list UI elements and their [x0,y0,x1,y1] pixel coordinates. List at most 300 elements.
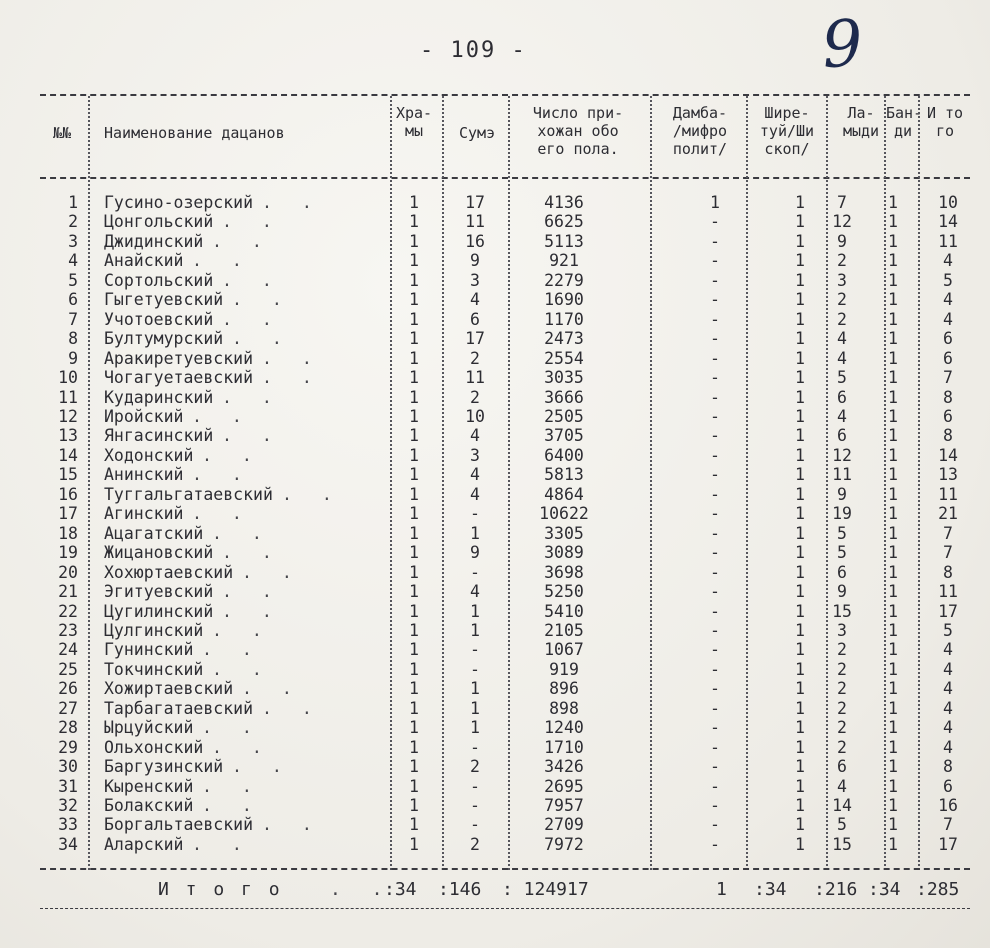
damba-count: - [710,212,720,232]
parishioners-count: 5813 [544,465,584,485]
row-number: 24 [58,640,78,660]
leader-dots: . . [212,523,272,543]
datsan-name: Джидинский [104,231,204,251]
row-number: 32 [58,795,78,815]
lamas-count: 9 [837,582,847,601]
row-number: 1 [68,193,78,212]
parishioners-count: 896 [549,679,579,699]
row-total: 5 [943,270,953,290]
row-number: 13 [58,426,78,446]
row-number: 25 [58,659,78,679]
table-row [40,504,970,524]
temples-count: 1 [409,193,419,212]
row-total: 7 [943,523,953,543]
damba-count: - [710,445,720,465]
shiretuy-count: 1 [795,523,805,543]
table-row [40,232,970,252]
sume-count: - [470,776,480,796]
temples-count: 1 [409,659,419,679]
damba-count: - [710,523,720,543]
row-total: 6 [943,776,953,796]
row-number: 23 [58,620,78,640]
damba-count: - [710,562,720,582]
lamas-count: 2 [837,290,847,310]
table-row [40,465,970,485]
bandi-count: 1 [888,795,898,815]
leader-dots: . . [192,465,252,485]
row-number: 31 [58,776,78,796]
parishioners-count: 2279 [544,270,584,290]
temples-count: 1 [409,212,419,232]
sume-count: 9 [470,543,480,563]
totals-damba: 1 [716,879,727,900]
datsan-name: Чогагуетаевский [104,368,254,387]
temples-count: 1 [409,368,419,387]
bandi-count: 1 [888,834,898,854]
shiretuy-count: 1 [795,251,805,271]
temples-count: 1 [409,795,419,815]
row-total: 17 [938,601,958,621]
temples-count: 1 [409,698,419,718]
shiretuy-count: 1 [795,193,805,212]
datsan-name: Цулгинский [104,620,204,640]
row-total: 4 [943,290,953,310]
datsan-name: Аларский [104,834,184,854]
row-total: 4 [943,679,953,699]
table-row [40,368,970,388]
row-number: 2 [68,212,78,232]
bandi-count: 1 [888,543,898,563]
sume-count: - [470,815,480,835]
damba-count: - [710,640,720,660]
table-row [40,815,970,835]
table-row [40,543,970,563]
row-total: 11 [938,582,958,601]
bandi-count: 1 [888,601,898,621]
bandi-count: 1 [888,737,898,757]
leader-dots: . . [192,406,252,426]
header-temples: Хра- мы [395,104,433,140]
sume-count: - [470,737,480,757]
temples-count: 1 [409,445,419,465]
row-number: 11 [58,387,78,407]
leader-dots: . . [212,737,272,757]
row-total: 4 [943,309,953,329]
datsan-name: Бултумурский [104,329,224,349]
leader-dots: . . [202,445,262,465]
damba-count: - [710,387,720,407]
shiretuy-count: 1 [795,640,805,660]
temples-count: 1 [409,834,419,854]
row-total: 6 [943,329,953,349]
sume-count: 10 [465,406,485,426]
damba-count: - [710,718,720,738]
sume-count: 2 [470,757,480,776]
parishioners-count: 2695 [544,776,584,796]
totals-row [40,878,970,902]
header-lamas: Ла- мыди [842,104,880,140]
datsan-name: Анайский [104,251,184,271]
lamas-count: 4 [837,406,847,426]
bandi-count: 1 [888,309,898,329]
parishioners-count: 6400 [544,445,584,465]
row-total: 7 [943,815,953,835]
bandi-count: 1 [888,484,898,504]
sume-count: 17 [465,329,485,349]
shiretuy-count: 1 [795,543,805,563]
shiretuy-count: 1 [795,679,805,699]
header-total: И то го [926,104,964,140]
leader-dots: . . [222,387,282,407]
table-row [40,290,970,310]
row-number: 5 [68,270,78,290]
datsan-name: Учотоевский [104,309,214,329]
leader-dots: . . [222,309,282,329]
leader-dots: . . [262,348,322,368]
lamas-count: 15 [832,601,852,621]
sume-count: 11 [465,212,485,232]
parishioners-count: 4136 [544,193,584,212]
datsan-name: Агинский [104,504,184,524]
bandi-count: 1 [888,620,898,640]
shiretuy-count: 1 [795,348,805,368]
row-number: 12 [58,406,78,426]
datsan-name: Янгасинский [104,426,214,446]
row-number: 4 [68,251,78,271]
datsan-name: Аракиретуевский [104,348,254,368]
parishioners-count: 6625 [544,212,584,232]
datsan-name: Ацагатский [104,523,204,543]
parishioners-count: 5250 [544,582,584,601]
sume-count: - [470,795,480,815]
parishioners-count: 10622 [539,504,589,524]
damba-count: - [710,465,720,485]
parishioners-count: 3035 [544,368,584,387]
datsan-name: Токчинский [104,659,204,679]
lamas-count: 6 [837,426,847,446]
sume-count: 1 [470,620,480,640]
leader-dots: . . [192,504,252,524]
datsan-name: Хохюртаевский [104,562,234,582]
table-row [40,426,970,446]
table-row [40,212,970,232]
damba-count: - [710,834,720,854]
sume-count: 9 [470,251,480,271]
datsan-name: Гыгетуевский [104,290,224,310]
parishioners-count: 2505 [544,406,584,426]
bandi-count: 1 [888,387,898,407]
damba-count: - [710,776,720,796]
table-row [40,388,970,408]
temples-count: 1 [409,815,419,835]
damba-count: - [710,406,720,426]
temples-count: 1 [409,504,419,524]
row-total: 10 [938,193,958,212]
page-number: - 109 - [420,38,527,63]
lamas-count: 9 [837,231,847,251]
row-total: 13 [938,465,958,485]
lamas-count: 4 [837,776,847,796]
sume-count: 4 [470,426,480,446]
row-number: 9 [68,348,78,368]
table-row [40,193,970,213]
lamas-count: 5 [837,523,847,543]
bandi-count: 1 [888,659,898,679]
shiretuy-count: 1 [795,815,805,835]
shiretuy-count: 1 [795,368,805,387]
shiretuy-count: 1 [795,698,805,718]
shiretuy-count: 1 [795,757,805,776]
leader-dots: . . [242,679,302,699]
temples-count: 1 [409,406,419,426]
bandi-count: 1 [888,776,898,796]
leader-dots: . . [222,426,282,446]
lamas-count: 12 [832,445,852,465]
shiretuy-count: 1 [795,212,805,232]
sume-count: 1 [470,601,480,621]
damba-count: - [710,620,720,640]
shiretuy-count: 1 [795,231,805,251]
temples-count: 1 [409,426,419,446]
shiretuy-count: 1 [795,601,805,621]
shiretuy-count: 1 [795,484,805,504]
damba-count: - [710,251,720,271]
bandi-count: 1 [888,504,898,524]
leader-dots: . . [242,562,302,582]
leader-dots: . . [232,290,292,310]
row-total: 4 [943,737,953,757]
bandi-count: 1 [888,445,898,465]
lamas-count: 11 [832,465,852,485]
leader-dots: . . [192,251,252,271]
lamas-count: 2 [837,718,847,738]
damba-count: - [710,504,720,524]
shiretuy-count: 1 [795,465,805,485]
damba-count: - [710,231,720,251]
row-number: 3 [68,231,78,251]
header-damba: Дамба- /мифро полит/ [672,104,728,158]
shiretuy-count: 1 [795,718,805,738]
bandi-count: 1 [888,562,898,582]
totals-shiretuy: :34 [754,879,787,900]
sume-count: 17 [465,193,485,212]
lamas-count: 7 [837,193,847,212]
totals-temples: :34 [384,879,417,900]
lamas-count: 5 [837,543,847,563]
header-parishioners: Число при- хожан обо его пола. [532,104,624,158]
leader-dots: . . [212,659,272,679]
row-number: 16 [58,484,78,504]
sume-count: - [470,640,480,660]
leader-dots: . . [222,543,282,563]
leader-dots: . . [222,582,282,601]
sume-count: - [470,562,480,582]
sume-count: 16 [465,231,485,251]
parishioners-count: 3666 [544,387,584,407]
row-number: 8 [68,329,78,349]
row-number: 28 [58,718,78,738]
parishioners-count: 2473 [544,329,584,349]
handwritten-page-mark: 9 [819,6,866,84]
bandi-count: 1 [888,406,898,426]
damba-count: 1 [710,193,720,212]
bandi-count: 1 [888,582,898,601]
bandi-count: 1 [888,270,898,290]
bandi-count: 1 [888,329,898,349]
row-total: 6 [943,406,953,426]
damba-count: - [710,426,720,446]
parishioners-count: 921 [549,251,579,271]
totals-top-rule [40,868,970,870]
row-total: 11 [938,231,958,251]
row-total: 21 [938,504,958,524]
lamas-count: 5 [837,815,847,835]
table-row [40,582,970,602]
row-number: 7 [68,309,78,329]
damba-count: - [710,309,720,329]
damba-count: - [710,659,720,679]
temples-count: 1 [409,348,419,368]
damba-count: - [710,484,720,504]
damba-count: - [710,329,720,349]
lamas-count: 3 [837,620,847,640]
lamas-count: 2 [837,679,847,699]
sume-count: 1 [470,679,480,699]
lamas-count: 4 [837,329,847,349]
parishioners-count: 1170 [544,309,584,329]
temples-count: 1 [409,757,419,776]
temples-count: 1 [409,640,419,660]
datsan-name: Тарбагатаевский [104,698,254,718]
parishioners-count: 7957 [544,795,584,815]
datsan-name: Ольхонский [104,737,204,757]
row-total: 16 [938,795,958,815]
row-total: 4 [943,640,953,660]
row-number: 21 [58,582,78,601]
sume-count: 3 [470,270,480,290]
bandi-count: 1 [888,757,898,776]
sume-count: 1 [470,718,480,738]
leader-dots: . . [330,879,393,900]
parishioners-count: 1690 [544,290,584,310]
leader-dots: . . [202,718,262,738]
damba-count: - [710,290,720,310]
table-row [40,251,970,271]
datsan-name: Кударинский [104,387,214,407]
bandi-count: 1 [888,426,898,446]
damba-count: - [710,348,720,368]
shiretuy-count: 1 [795,309,805,329]
damba-count: - [710,795,720,815]
temples-count: 1 [409,620,419,640]
lamas-count: 4 [837,348,847,368]
temples-count: 1 [409,601,419,621]
datsan-name: Ырцуйский [104,718,194,738]
header-top-rule [40,94,970,96]
table-row [40,329,970,349]
lamas-count: 2 [837,309,847,329]
shiretuy-count: 1 [795,329,805,349]
parishioners-count: 4864 [544,484,584,504]
parishioners-count: 2105 [544,620,584,640]
lamas-count: 9 [837,484,847,504]
table-row [40,679,970,699]
sume-count: 3 [470,445,480,465]
table-row [40,446,970,466]
row-number: 14 [58,445,78,465]
header-bottom-rule [40,177,970,179]
leader-dots: . . [212,620,272,640]
shiretuy-count: 1 [795,582,805,601]
header-number: №№ [52,124,72,142]
row-number: 34 [58,834,78,854]
row-number: 27 [58,698,78,718]
row-total: 4 [943,659,953,679]
row-number: 30 [58,757,78,776]
temples-count: 1 [409,465,419,485]
parishioners-count: 2554 [544,348,584,368]
temples-count: 1 [409,231,419,251]
datsan-name: Гунинский [104,640,194,660]
damba-count: - [710,757,720,776]
temples-count: 1 [409,718,419,738]
datsan-name: Болакский [104,795,194,815]
temples-count: 1 [409,582,419,601]
parishioners-count: 3698 [544,562,584,582]
row-total: 4 [943,698,953,718]
table-row [40,563,970,583]
sume-count: - [470,659,480,679]
lamas-count: 2 [837,640,847,660]
lamas-count: 6 [837,562,847,582]
temples-count: 1 [409,523,419,543]
sume-count: 2 [470,348,480,368]
parishioners-count: 2709 [544,815,584,835]
row-number: 22 [58,601,78,621]
bandi-count: 1 [888,251,898,271]
row-total: 17 [938,834,958,854]
datsan-name: Кыренский [104,776,194,796]
sume-count: 6 [470,309,480,329]
datsan-name: Цонгольский [104,212,214,232]
datsan-name: Иройский [104,406,184,426]
parishioners-count: 1067 [544,640,584,660]
leader-dots: . . [262,193,322,212]
row-total: 14 [938,212,958,232]
bandi-count: 1 [888,698,898,718]
damba-count: - [710,679,720,699]
lamas-count: 2 [837,698,847,718]
table-row [40,718,970,738]
temples-count: 1 [409,484,419,504]
parishioners-count: 919 [549,659,579,679]
temples-count: 1 [409,329,419,349]
leader-dots: . . [222,212,282,232]
sume-count: 1 [470,523,480,543]
parishioners-count: 1240 [544,718,584,738]
sume-count: 4 [470,484,480,504]
temples-count: 1 [409,387,419,407]
datsan-name: Гусино-озерский [104,193,254,212]
shiretuy-count: 1 [795,562,805,582]
parishioners-count: 5410 [544,601,584,621]
totals-sum: :285 [916,879,960,900]
bandi-count: 1 [888,815,898,835]
table-row [40,524,970,544]
sume-count: 1 [470,698,480,718]
shiretuy-count: 1 [795,426,805,446]
table-row [40,660,970,680]
